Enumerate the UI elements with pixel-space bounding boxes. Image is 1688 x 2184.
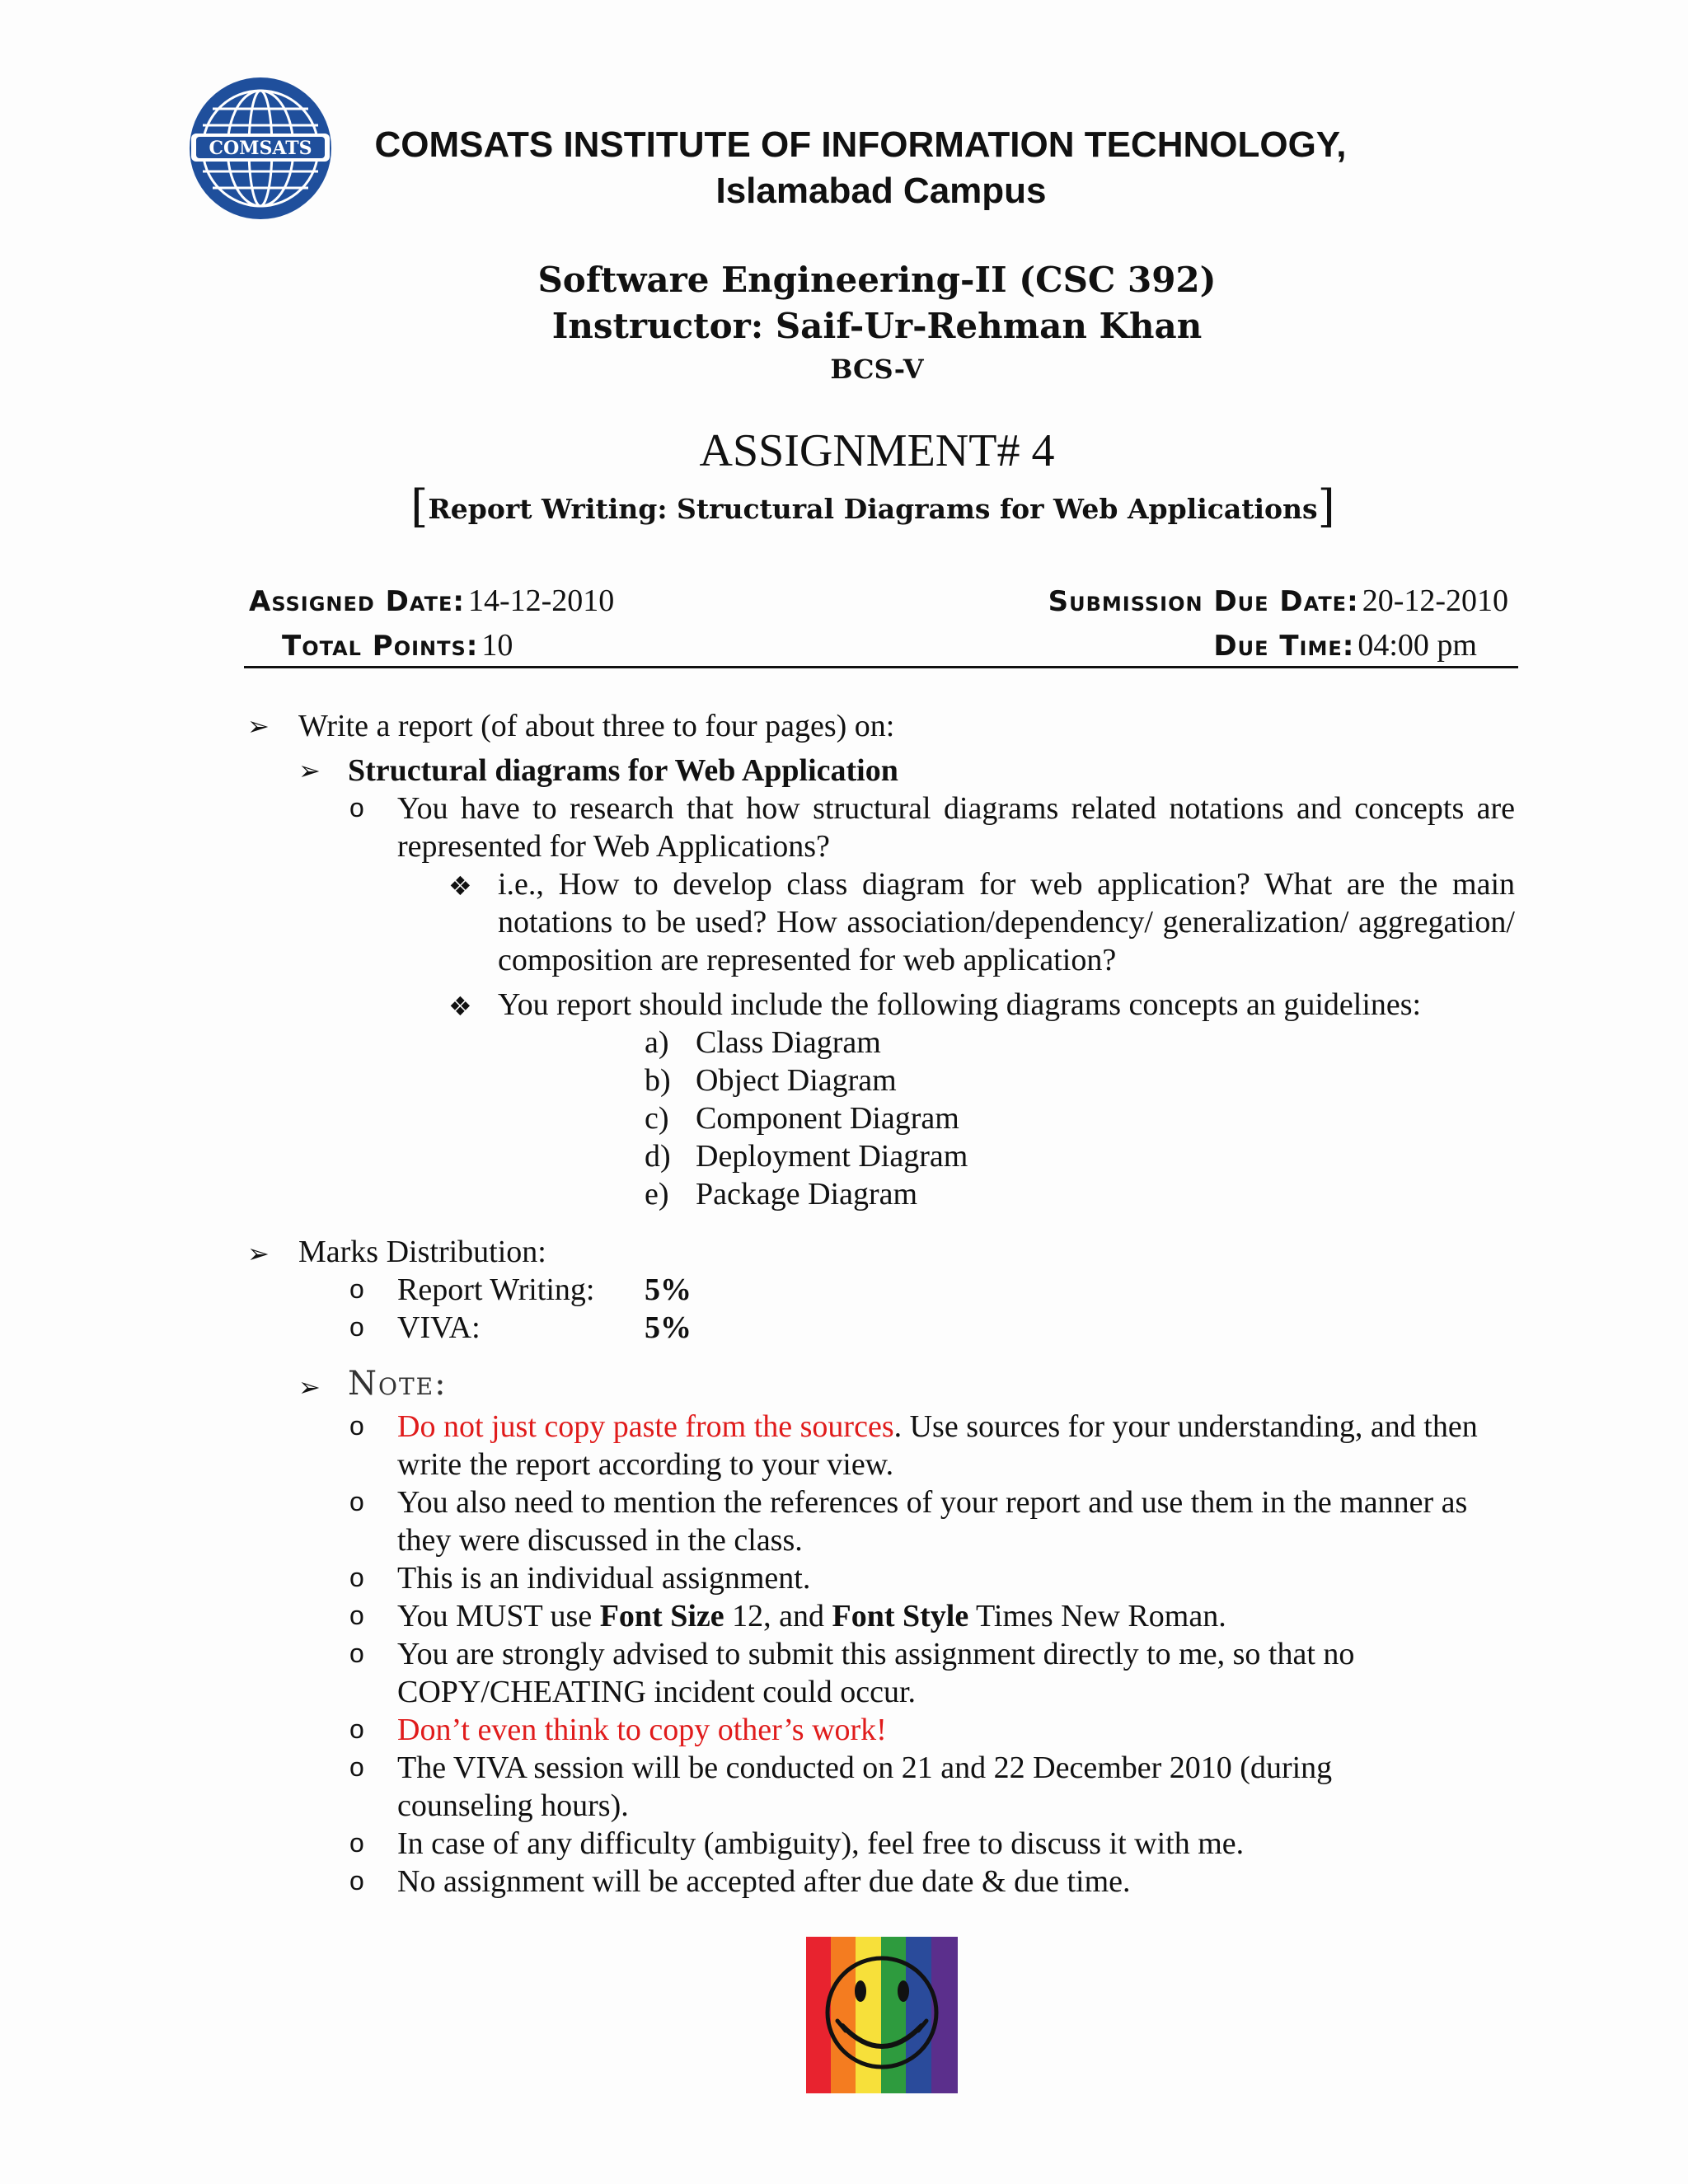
- due-time-label: Due Time:: [1213, 630, 1355, 663]
- note-item-3: This is an individual assignment.: [397, 1561, 811, 1596]
- assigned-date-label: Assigned Date:: [249, 585, 465, 618]
- circle-bullet-icon: o: [349, 1274, 364, 1304]
- note-item-5: You are strongly advised to submit this assignment directly to me, so that no COPY/CHEATING incident could occur.: [397, 1637, 1355, 1709]
- task-main: Write a report (of about three to four pages) on:: [298, 709, 895, 743]
- circle-bullet-icon: o: [349, 1638, 364, 1668]
- list-item: c) Component Diagram: [645, 1101, 959, 1136]
- assigned-date-value: 14-12-2010: [467, 583, 615, 618]
- circle-bullet-icon: o: [349, 1312, 364, 1342]
- marks-report-value: 5%: [645, 1272, 692, 1307]
- note-item-4: You MUST use Font Size 12, and Font Style Times New Roman.: [397, 1599, 1226, 1633]
- circle-bullet-icon: o: [349, 1487, 364, 1516]
- arrow-bullet-icon: ➢: [247, 710, 270, 742]
- note-item-9: No assignment will be accepted after due date & due time.: [397, 1864, 1131, 1899]
- assignment-subtitle-text: Report Writing: Structural Diagrams for Web Applications: [428, 493, 1318, 525]
- due-date-value: 20-12-2010: [1362, 583, 1508, 618]
- diagram-name: Object Diagram: [696, 1063, 897, 1098]
- marks-title: Marks Distribution:: [298, 1235, 546, 1269]
- marks-viva-value: 5%: [645, 1310, 692, 1345]
- logo-text: COMSATS: [209, 138, 312, 159]
- diagram-name: Package Diagram: [696, 1177, 918, 1212]
- arrow-bullet-icon: ➢: [247, 1238, 270, 1269]
- due-date-label: Submission Due Date:: [1048, 585, 1359, 618]
- institute-name: COMSATS INSTITUTE OF INFORMATION TECHNOLOGY,: [374, 124, 1347, 165]
- course-title: Software Engineering-II (CSC 392): [537, 260, 1217, 300]
- circle-bullet-icon: o: [349, 1563, 364, 1592]
- list-item: e) Package Diagram: [645, 1177, 918, 1212]
- note-1-rest: . Use sources for your understanding, and then write the report according to your view.: [397, 1409, 1478, 1482]
- assignment-title: ASSIGNMENT# 4: [699, 425, 1055, 476]
- total-points-value: 10: [481, 628, 513, 663]
- circle-bullet-icon: o: [349, 1714, 364, 1744]
- diagram-list: [645, 1024, 968, 1213]
- campus-name: Islamabad Campus: [715, 171, 1047, 211]
- circle-bullet-icon: o: [349, 1828, 364, 1858]
- note-1-warning: Do not just copy paste from the sources: [397, 1409, 894, 1444]
- total-points-label: Total Points:: [282, 630, 479, 663]
- header-divider: [244, 666, 1518, 668]
- marks-viva-label: VIVA:: [397, 1310, 481, 1345]
- instructor-name: Instructor: Saif-Ur-Rehman Khan: [551, 306, 1203, 346]
- list-item: b) Object Diagram: [645, 1063, 897, 1098]
- diagram-name: Deployment Diagram: [696, 1139, 968, 1174]
- circle-bullet-icon: o: [349, 1752, 364, 1782]
- task-topic: Structural diagrams for Web Application: [348, 753, 898, 788]
- marks-report-label: Report Writing:: [397, 1272, 595, 1307]
- circle-bullet-icon: o: [349, 1411, 364, 1441]
- circle-bullet-icon: o: [349, 1866, 364, 1896]
- assigned-date: [249, 579, 614, 630]
- note-item-1: [397, 1408, 1502, 1483]
- task-include: You report should include the following diagrams concepts an guidelines:: [498, 987, 1422, 1022]
- task-research: You have to research that how structural diagrams related notations and concepts are represented for Web Applications?: [397, 791, 1515, 864]
- diamond-bullet-icon: ❖: [448, 870, 472, 902]
- submission-due-date: [1048, 579, 1508, 630]
- note-title: Note:: [348, 1365, 448, 1403]
- rainbow-smiley-image: [806, 1937, 958, 2093]
- circle-bullet-icon: o: [349, 793, 364, 823]
- note-item-2: You also need to mention the references of your report and use them in the manner as they were discussed in the class.: [397, 1485, 1468, 1558]
- arrow-bullet-icon: ➢: [298, 755, 321, 786]
- arrow-bullet-icon: ➢: [298, 1371, 321, 1403]
- batch-label: BCS-V: [830, 354, 924, 385]
- circle-bullet-icon: o: [349, 1601, 364, 1630]
- note-item-6: Don’t even think to copy other’s work!: [397, 1713, 887, 1747]
- diagram-name: Class Diagram: [696, 1025, 881, 1060]
- note-item-8: In case of any difficulty (ambiguity), feel free to discuss it with me.: [397, 1826, 1245, 1861]
- list-item: d) Deployment Diagram: [645, 1139, 968, 1174]
- due-time-value: 04:00 pm: [1357, 628, 1477, 663]
- diagram-name: Component Diagram: [696, 1101, 959, 1136]
- note-item-7: The VIVA session will be conducted on 21 and 22 December 2010 (during counseling hours).: [397, 1750, 1333, 1823]
- assignment-subtitle: [Report Writing: Structural Diagrams for Web Applications]: [410, 480, 1335, 532]
- diamond-bullet-icon: ❖: [448, 991, 472, 1022]
- task-example: i.e., How to develop class diagram for web application? What are the main notations to be used? How association/dependency/ generalization/ aggregation/ composition are represented for web application?: [498, 867, 1515, 977]
- list-item: a) Class Diagram: [645, 1025, 881, 1060]
